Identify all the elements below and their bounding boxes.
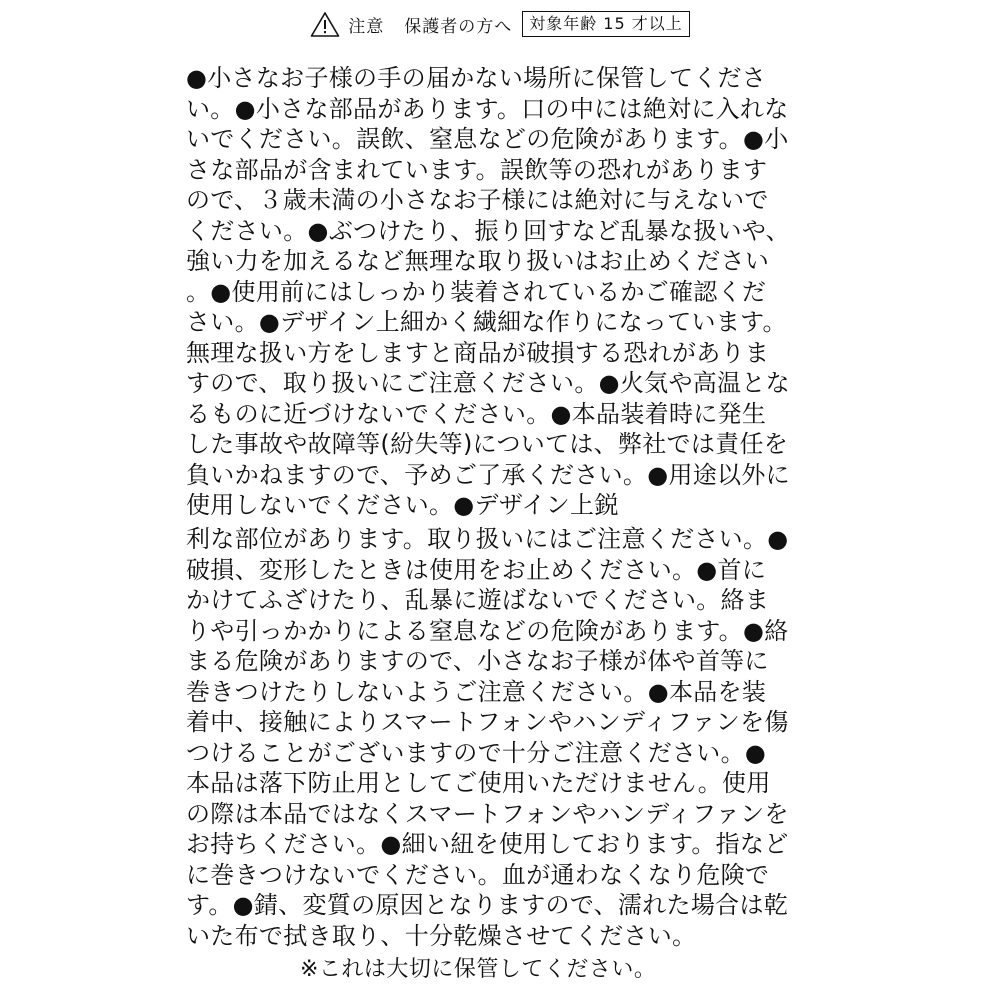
caution-text-block-2: 利な部位があります。取り扱いにはご注意ください。●破損、変形したときは使用をお止めください。●首にかけてふざけたり、乱暴に遊ばないでください。絡まりや引っかかりによる窒息などの危険があります。●絡まる危険がありますので、小さなお子様が体や首等に巻きつけたりしないようご注意ください。●本品を装着中、接触によりスマートフォンやハンディファンを傷つけることがございますので十分ご注意ください。●本品は落下防止用としてご使用いただけません。使用の際は本品ではなくスマートフォンやハンディファンをお持ちください。●細い紐を使用しております。指などに巻きつけないでください。血が通わなくなり危険です。●錆、変質の原因となりますので、濡れた場合は乾いた布で拭き取り、十分乾燥させてください。 (186, 525, 789, 950)
caution-header (0, 6, 1000, 42)
age-badge: 対象年齢 15 才以上 (522, 11, 690, 37)
warning-triangle-icon (310, 11, 340, 38)
caution-label: 注意 (348, 16, 385, 37)
guardian-label: 保護者の方へ (404, 16, 513, 37)
caution-text-block-1: ●小さなお子様の手の届かない場所に保管してください。●小さな部品があります。口の中には絶対に入れないでください。誤飲、窒息などの危険があります。●小さな部品が含まれています。誤飲等の恐れがありますので、３歳未満の小さなお子様には絶対に与えないでください。●ぶつけたり、振り回すなど乱暴な扱いや、強い力を加えるなど無理な取り扱いはお止めください。●使用前にはしっかり装着されているかご確認ください。●デザイン上細かく繊細な作りになっています。無理な扱い方をしますと商品が破損する恐れがありますので、取り扱いにご注意ください。●火気や高温となるものに近づけないでください。●本品装着時に発生した事故や故障等(紛失等)については、弊社では責任を負いかねますので、予めご了承ください。●用途以外に使用しないでください。●デザイン上鋭 (186, 64, 790, 519)
footer-note: ※これは大切に保管してください。 (300, 957, 657, 982)
